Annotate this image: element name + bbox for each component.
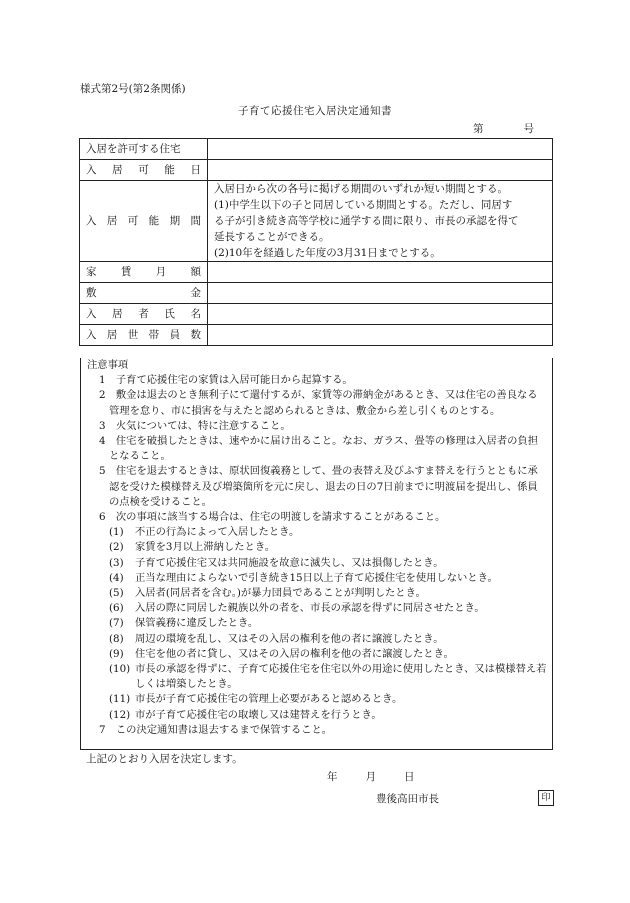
subitem-number: (6) <box>109 602 124 615</box>
label-char: 月 <box>155 265 167 278</box>
label-char: 数 <box>190 328 201 341</box>
subitem-text: 周辺の環境を乱し、又はその入居の権利を他の者に譲渡したとき。 <box>135 632 444 645</box>
period-line: (1)中学生以下の子と同居している期間とする。ただし、同居す <box>214 199 513 211</box>
month-label: 月 <box>365 771 376 783</box>
note-subitem <box>87 616 547 631</box>
seal-mark: 印 <box>538 790 554 806</box>
note-item: 4 住宅を破損したときは、速やかに届け出ること。なお、ガラス、畳等の修理は入居者の負担となること。 <box>99 435 539 463</box>
subitem-number: (5) <box>109 587 124 600</box>
label-char: 氏 <box>164 307 175 320</box>
period-line: 延長することができる。 <box>214 231 330 243</box>
label-char: 居 <box>106 214 118 227</box>
info-table <box>79 138 553 346</box>
date-line <box>327 770 415 784</box>
label-move-in-date <box>80 160 208 181</box>
note-subitem <box>87 586 547 601</box>
value-move-in-period <box>208 181 553 262</box>
label-housing: 入居を許可する住宅 <box>80 139 208 160</box>
subitem-number: (4) <box>109 571 124 584</box>
label-char: 入 <box>86 307 97 320</box>
label-char: 名 <box>190 307 201 320</box>
note-item: 1 子育て応援住宅の家賃は入居可能日から起算する。 <box>99 374 353 387</box>
value-housing <box>208 139 553 160</box>
label-char: 可 <box>138 163 149 176</box>
period-line: (2)10年を経過した年度の3月31日までとする。 <box>214 247 441 259</box>
note-subitem <box>87 540 547 555</box>
label-char: 世 <box>127 328 139 341</box>
document-title: 子育て応援住宅入居決定通知書 <box>238 105 392 117</box>
label-char: 金 <box>190 286 201 299</box>
label-char: 帯 <box>148 328 160 341</box>
number-suffix: 号 <box>523 123 534 135</box>
note-subitem <box>87 601 547 616</box>
label-char: 員 <box>169 328 181 341</box>
subitem-number: (10) <box>109 663 131 676</box>
label-deposit <box>80 283 208 304</box>
label-char: 能 <box>148 214 160 227</box>
subitem-text: 家賃を3月以上滞納したとき。 <box>135 541 275 554</box>
note-subitem <box>87 571 547 586</box>
subitem-number: (9) <box>109 647 124 660</box>
note-subitem <box>87 692 547 707</box>
subitem-text: 市が子育て応援住宅の取壊し又は建替えを行うとき。 <box>135 708 382 721</box>
note-item: 7 この決定通知書は退去するまで保管すること。 <box>99 723 333 736</box>
note-subitem <box>87 525 547 540</box>
note-item: 5 住宅を退去するときは、原状回復義務として、畳の表替え及びふすま替えを行うとともに承認を受けた模様替え及び増築箇所を元に戻し、退去の日の7日前までに明渡届を提出し、係員の点検を受けること。 <box>99 465 538 508</box>
note-subitem <box>87 632 547 647</box>
label-move-in-period <box>80 181 208 262</box>
notes-box <box>80 358 553 750</box>
subitem-number: (12) <box>109 708 131 721</box>
value-deposit <box>208 283 553 304</box>
note-item: 2 敷金は退去のとき無利子にて還付するが、家賃等の滞納金があるとき、又は住宅の善良なる管理を怠り、市に損害を与えたと認められるときは、敷金から差し引くものとする。 <box>99 389 538 417</box>
label-char: 間 <box>190 214 201 227</box>
subitem-text: 住宅を他の者に貸し、又はその入居の権利を他の者に譲渡したとき。 <box>135 647 454 660</box>
label-tenant-name <box>80 304 208 325</box>
subitem-number: (2) <box>109 541 124 554</box>
form-id: 様式第2号(第2条関係) <box>80 83 186 95</box>
note-subitem <box>87 647 547 662</box>
label-char: 入 <box>86 214 97 227</box>
label-char: 額 <box>190 265 201 278</box>
spread-label <box>86 163 201 177</box>
number-prefix: 第 <box>473 123 484 135</box>
subitem-number: (3) <box>109 556 124 569</box>
label-rent <box>80 262 208 283</box>
day-label: 日 <box>404 771 415 783</box>
note-subitem <box>87 662 547 692</box>
subitem-number: (1) <box>109 526 124 539</box>
subitem-text: 市長が子育て応援住宅の管理上必要があると認めるとき。 <box>135 693 403 706</box>
note-item: 6 次の事項に該当する場合は、住宅の明渡しを請求することがあること。 <box>99 511 446 524</box>
subitem-text: 不正の行為によって入居したとき。 <box>135 526 300 539</box>
note-item: 3 火気については、特に注意すること。 <box>99 419 291 432</box>
document-number <box>473 122 534 136</box>
subitem-text: 正当な理由によらないで引き続き15日以上子育て応援住宅を使用しないとき。 <box>135 571 498 584</box>
label-char: 能 <box>164 163 175 176</box>
label-char: 者 <box>138 307 149 320</box>
year-label: 年 <box>327 771 338 783</box>
value-move-in-date <box>208 160 553 181</box>
label-char: 居 <box>112 307 123 320</box>
subitem-text: 入居者(同居者を含む。)が暴力団員であることが判明したとき。 <box>135 587 426 600</box>
note-subitems <box>87 525 547 723</box>
label-char: 期 <box>169 214 181 227</box>
label-char: 居 <box>106 328 118 341</box>
label-char: 居 <box>112 163 123 176</box>
mayor-title: 豊後高田市長 <box>376 793 439 805</box>
subitem-text: 市長の承認を得ずに、子育て応援住宅を住宅以外の用途に使用したとき、又は模様替え若しくは増築したとき。 <box>135 663 547 691</box>
label-char: 入 <box>86 328 97 341</box>
subitem-number: (7) <box>109 617 124 630</box>
label-char: 日 <box>190 163 201 176</box>
value-tenant-name <box>208 304 553 325</box>
label-char: 家 <box>86 265 97 278</box>
label-char: 賃 <box>120 265 132 278</box>
notes-heading: 注意事項 <box>87 359 129 371</box>
label-char: 敷 <box>86 286 97 299</box>
subitem-text: 入居の際に同居した親族以外の者を、市長の承認を得ずに同居させたとき。 <box>135 602 485 615</box>
label-char: 入 <box>86 163 97 176</box>
note-subitem <box>87 708 547 723</box>
label-char: 可 <box>127 214 139 227</box>
subitem-text: 子育て応援住宅又は共同施設を故意に滅失し、又は損傷したとき。 <box>135 556 444 569</box>
label-household-count <box>80 325 208 346</box>
value-household-count <box>208 325 553 346</box>
value-rent <box>208 262 553 283</box>
subitem-text: 保管義務に違反したとき。 <box>135 617 259 630</box>
subitem-number: (8) <box>109 632 124 645</box>
period-line: る子が引き続き高等学校に通学する間に限り、市長の承認を得て <box>214 215 519 227</box>
closing-statement: 上記のとおり入居を決定します。 <box>86 753 243 765</box>
period-line: 入居日から次の各号に掲げる期間のいずれか短い期間とする。 <box>214 183 508 195</box>
note-subitem <box>87 556 547 571</box>
subitem-number: (11) <box>109 693 131 706</box>
